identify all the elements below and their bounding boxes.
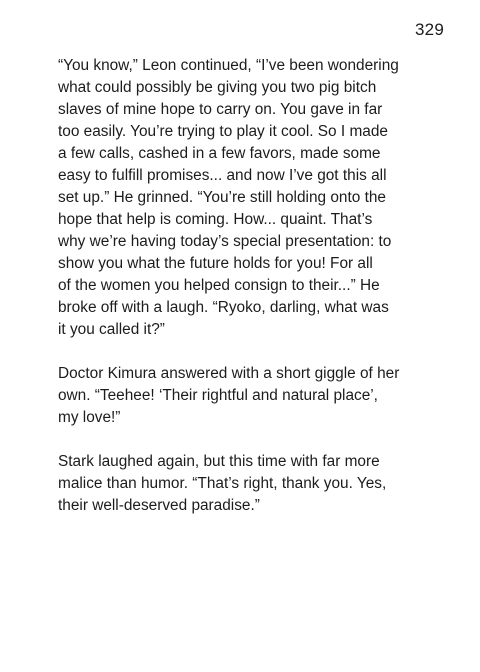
text-line: set up.” He grinned. “You’re still holding onto the — [58, 189, 386, 206]
text-line: own. “Teehee! ‘Their rightful and natural place’, — [58, 387, 378, 404]
text-line: slaves of mine hope to carry on. You gave in far — [58, 101, 383, 118]
page-number: 329 — [415, 20, 444, 39]
text-line: why we’re having today’s special presentation: to — [58, 233, 392, 250]
text-line: my love!” — [58, 409, 121, 426]
body-text — [58, 55, 430, 539]
text-line: it you called it?” — [58, 321, 165, 338]
paragraph — [58, 363, 430, 429]
text-line: too easily. You’re trying to play it cool. So I made — [58, 123, 388, 140]
text-line: hope that help is coming. How... quaint. That’s — [58, 211, 373, 228]
text-line: easy to fulfill promises... and now I’ve got this all — [58, 167, 387, 184]
text-line: Doctor Kimura answered with a short giggle of her — [58, 365, 400, 382]
paragraph — [58, 55, 430, 341]
text-line: broke off with a laugh. “Ryoko, darling, what was — [58, 299, 389, 316]
paragraph — [58, 451, 430, 517]
text-line: “You know,” Leon continued, “I’ve been wondering — [58, 57, 399, 74]
text-line: a few calls, cashed in a few favors, made some — [58, 145, 381, 162]
text-line: Stark laughed again, but this time with far more — [58, 453, 380, 470]
text-line: their well-deserved paradise.” — [58, 497, 260, 514]
text-line: of the women you helped consign to their...” He — [58, 277, 380, 294]
text-line: what could possibly be giving you two pig bitch — [58, 79, 377, 96]
text-line: malice than humor. “That’s right, thank you. Yes, — [58, 475, 387, 492]
text-line: show you what the future holds for you! For all — [58, 255, 373, 272]
